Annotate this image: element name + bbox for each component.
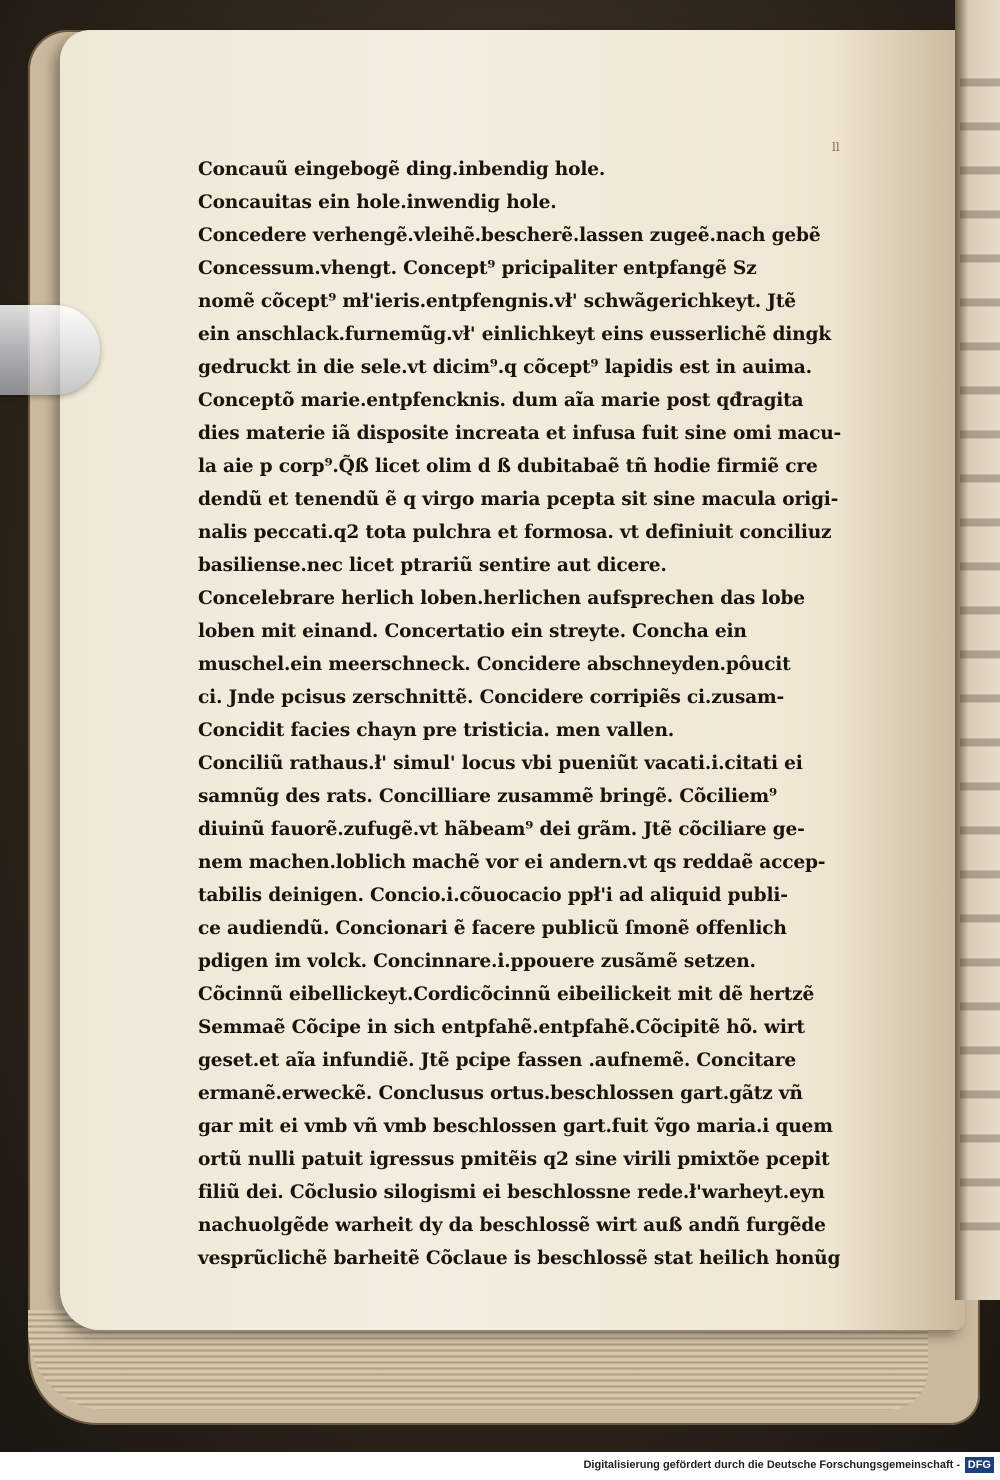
facing-page-text [960, 60, 1000, 1260]
text-line: pdigen im volck. Concinnare.i.ppouere zusãmẽ setzen. [198, 950, 756, 972]
text-line: ce audiendũ. Concionari ẽ facere publicũ ſmonẽ offenlich [198, 917, 787, 939]
page-text [198, 153, 898, 1275]
dfg-logo: DFG [965, 1457, 994, 1473]
text-line: Conceptõ marie.entpfencknis. dum aĩa marie post qđragita [198, 389, 804, 411]
credit-text: Digitalisierung gefördert durch die Deutsche Forschungsgemeinschaft - [583, 1459, 960, 1471]
text-line: Cõcinnũ eibellickeyt.Cordicõcinnũ eibeilickeit mit dẽ hertzẽ [198, 983, 815, 1005]
text-line: geset.et aĩa infundiẽ. Jtẽ pcipe fassen .aufnemẽ. Concitare [198, 1049, 796, 1071]
text-line: nem machen.loblich machẽ vor ei andern.vt qs reddaẽ accep- [198, 851, 826, 873]
text-line: Semmaẽ Cõcipe in sich entpfahẽ.entpfahẽ.Cõcipitẽ hõ. wirt [198, 1016, 805, 1038]
text-line: nomẽ cõcept⁹ mł'ieris.entpfengnis.vł' schwãgerichkeyt. Jtẽ [198, 290, 796, 312]
text-line: loben mit einand. Concertatio ein streyte. Concha ein [198, 620, 747, 642]
text-line: ortũ nulli patuit igressus pmitẽis q2 sine virili pmixtõe pcepit [198, 1148, 830, 1170]
text-line: Concidit facies chayn pre tristicia. men vallen. [198, 719, 675, 741]
page-clip [0, 305, 100, 395]
text-line: Concessum.vhengt. Concept⁹ pricipaliter entpfangẽ Sz [198, 257, 757, 279]
text-line: gar mit ei vmb vñ vmb beschlossen gart.fuit ṽgo maria.i quem [198, 1115, 833, 1137]
text-line: basiliense.nec licet ptrariũ sentire aut dicere. [198, 554, 667, 576]
text-line: filiũ dei. Cõclusio silogismi ei beschlossne rede.ł'warheyt.eyn [198, 1181, 825, 1203]
text-line: ci. Jnde pcisus zerschnittẽ. Concidere corripiẽs ci.zusam- [198, 686, 785, 708]
text-line: Concauũ eingebogẽ ding.inbendig hole. [198, 158, 606, 180]
text-line: muschel.ein meerschneck. Concidere abschneyden.pôucit [198, 653, 791, 675]
text-line: nalis peccati.q2 tota pulchra et formosa. vt definiuit conciliuz [198, 521, 832, 543]
text-line: Conciliũ rathaus.ł' simul' locus vbi pueniũt vacati.i.citati ei [198, 752, 803, 774]
text-line: gedruckt in die sele.vt dicim⁹.q cõcept⁹ lapidis est in auima. [198, 356, 812, 378]
text-line: vesprũclichẽ barheitẽ Cõclaue is beschlossẽ stat heilich honũg [198, 1247, 841, 1269]
text-line: dendũ et tenendũ ẽ q virgo maria pcepta sit sine macula origi- [198, 488, 839, 510]
text-line: la aie p corp⁹.Q̃ß licet olim d ß dubitabaẽ tñ hodie firmiẽ cre [198, 455, 818, 477]
text-line: dies materie iã disposite increata et infusa fuit sine omi macu- [198, 422, 842, 444]
text-line: nachuolgẽde warheit dy da beschlossẽ wirt auß andñ furgẽde [198, 1214, 826, 1236]
text-line: Concauitas ein hole.inwendig hole. [198, 191, 557, 213]
text-line: diuinũ fauorẽ.zufugẽ.vt hãbeam⁹ dei grãm. Jtẽ cõciliare ge- [198, 818, 805, 840]
text-line: samnũg des rats. Concilliare zusammẽ bringẽ. Cõciliem⁹ [198, 785, 777, 807]
text-line: Concelebrare herlich loben.herlichen aufsprechen das lobe [198, 587, 805, 609]
margin-mark: ll [832, 140, 840, 154]
text-line: Concedere verhengẽ.vleihẽ.bescherẽ.lassen zugeẽ.nach gebẽ [198, 224, 821, 246]
text-line: tabilis deinigen. Concio.i.cõuocacio ppł'i ad aliquid publi- [198, 884, 788, 906]
text-line: ein anschlack.furnemũg.vł' einlichkeyt eins eusserlichẽ dingk [198, 323, 831, 345]
text-line: ermanẽ.erweckẽ. Conclusus ortus.beschlossen gart.gãtz vñ [198, 1082, 803, 1104]
